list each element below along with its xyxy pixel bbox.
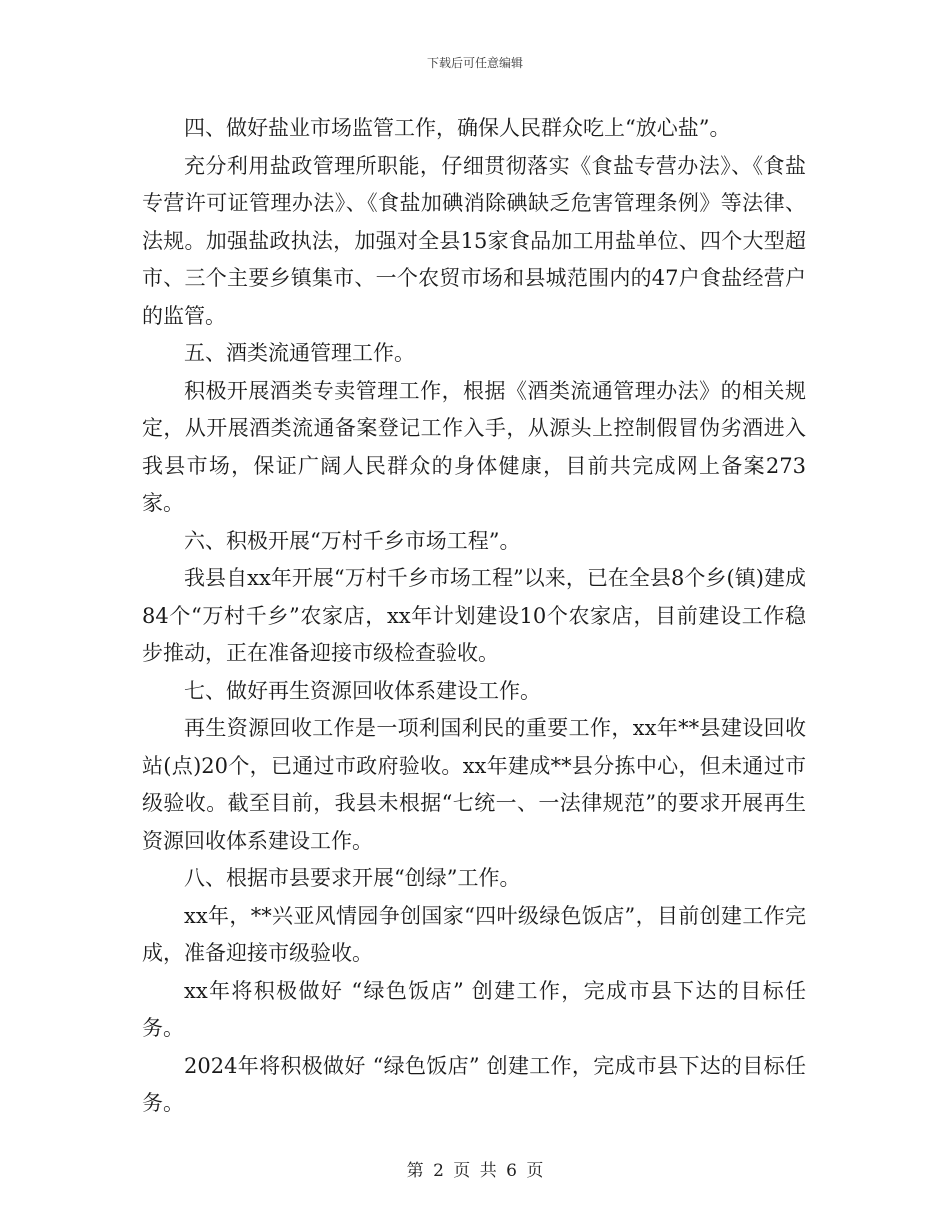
- paragraph-green-2: xx年将积极做好 “绿色饭店” 创建工作，完成市县下达的目标任务。: [142, 978, 806, 1040]
- paragraph-village-market: 我县自xx年开展“万村千乡市场工程”以来，已在全县8个乡(镇)建成84个“万村千乡”农家店，xx年计划建设10个农家店，目前建设工作稳步推动，正在准备迎接市级检查验收。: [142, 566, 806, 665]
- section-heading-village-market: 六、积极开展“万村千乡市场工程”。: [184, 528, 521, 553]
- page-number: 第 2 页 共 6 页: [406, 1161, 544, 1181]
- section-heading-recycling: 七、做好再生资源回收体系建设工作。: [184, 678, 541, 703]
- paragraph-green-1: xx年，**兴亚风情园争创国家“四叶级绿色饭店”，目前创建工作完成，准备迎接市级验收。: [142, 903, 806, 965]
- section-heading-green: 八、根据市县要求开展“创绿”工作。: [184, 866, 521, 890]
- paragraph-green-3: 2024年将积极做好 “绿色饭店” 创建工作，完成市县下达的目标任务。: [142, 1053, 806, 1115]
- section-heading-salt: 四、做好盐业市场监管工作，确保人民群众吃上“放心盐”。: [184, 116, 731, 140]
- section-heading-liquor: 五、酒类流通管理工作。: [184, 341, 415, 365]
- page-header-note: 下载后可任意编辑: [426, 56, 523, 70]
- paragraph-liquor: 积极开展酒类专卖管理工作，根据《酒类流通管理办法》的相关规定，从开展酒类流通备案登记工作入手，从源头上控制假冒伪劣酒进入我县市场，保证广阔人民群众的身体健康，目前共完成网上备案273家。: [142, 378, 806, 515]
- paragraph-recycling: 再生资源回收工作是一项利国利民的重要工作，xx年**县建设回收站(点)20个，已通过市政府验收。xx年建成**县分拣中心，但未通过市级验收。截至目前，我县未根据“七统一、一法律规范”的要求开展再生资源回收体系建设工作。: [142, 716, 806, 853]
- document-body: [142, 110, 806, 1123]
- paragraph-salt: 充分利用盐政管理所职能，仔细贯彻落实《食盐专营办法》、《食盐专营许可证管理办法》、《食盐加碘消除碘缺乏危害管理条例》等法律、法规。加强盐政执法，加强对全县15家食品加工用盐单位、四个大型超市、三个主要乡镇集市、一个农贸市场和县城范围内的47户食盐经营户的监管。: [142, 153, 806, 328]
